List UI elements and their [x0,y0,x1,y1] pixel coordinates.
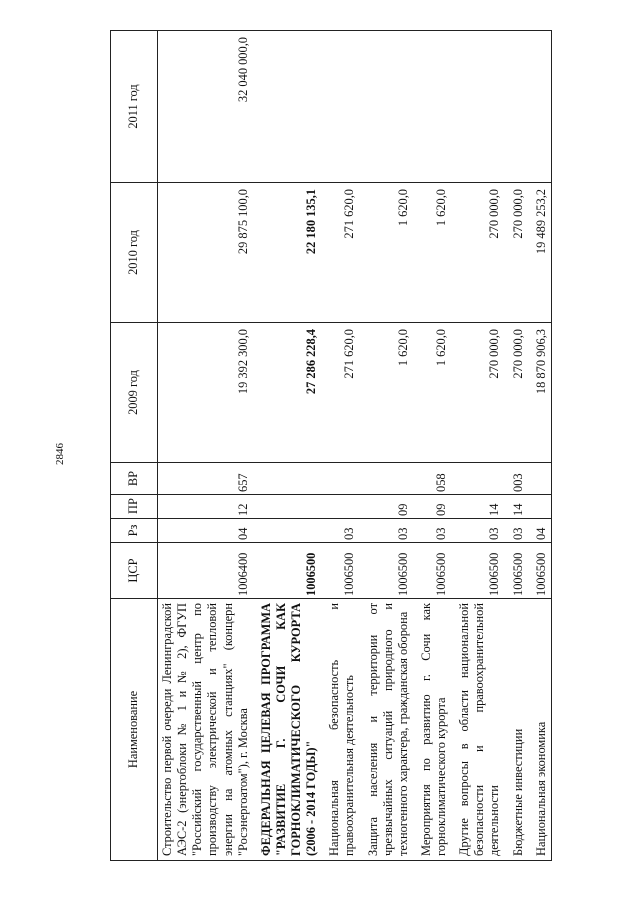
row-pr: 14 [451,495,504,519]
header-2010: 2010 год [111,183,158,323]
row-2009: 1 620,0 [360,323,413,463]
row-2009: 18 870 906,3 [528,323,552,463]
header-name: Наименование [111,599,158,861]
table-row [451,31,504,861]
row-2011 [413,31,451,183]
header-2011: 2011 год [111,31,158,183]
table-row [158,31,253,861]
row-2009: 19 392 300,0 [158,323,253,463]
row-csr: 1006500 [505,543,528,599]
row-vr: 657 [158,463,253,495]
row-rz: 04 [158,519,253,543]
header-csr: ЦСР [111,543,158,599]
row-2009: 27 286 228,4 [253,323,322,463]
row-csr: 1006400 [158,543,253,599]
row-vr [451,463,504,495]
table-row [253,31,322,861]
row-rz: 03 [321,519,359,543]
row-2009: 271 620,0 [321,323,359,463]
table-header-row [111,31,158,861]
row-name: Национальная экономика [528,599,552,861]
row-2009: 1 620,0 [413,323,451,463]
budget-table [110,30,552,861]
table-row [413,31,451,861]
row-vr [360,463,413,495]
row-rz [253,519,322,543]
row-pr: 09 [413,495,451,519]
table-row [360,31,413,861]
row-csr: 1006500 [360,543,413,599]
row-2011 [505,31,528,183]
row-name: Национальная безопасность и правоохранительная деятельность [321,599,359,861]
row-vr: 003 [505,463,528,495]
row-csr: 1006500 [451,543,504,599]
row-pr: 12 [158,495,253,519]
row-name: Мероприятия по развитию г. Сочи как горноклиматического курорта [413,599,451,861]
row-2010: 1 620,0 [413,183,451,323]
row-2011 [528,31,552,183]
row-2011 [360,31,413,183]
row-pr [253,495,322,519]
row-2011 [451,31,504,183]
row-rz: 03 [505,519,528,543]
table-row [321,31,359,861]
table-row [505,31,528,861]
row-2010: 270 000,0 [451,183,504,323]
row-vr [321,463,359,495]
row-2011: 32 040 000,0 [158,31,253,183]
row-name: Другие вопросы в области национальной безопасности и правоохранительной деятельности [451,599,504,861]
row-2009: 270 000,0 [451,323,504,463]
row-2009: 270 000,0 [505,323,528,463]
row-csr: 1006500 [253,543,322,599]
header-2009: 2009 год [111,323,158,463]
row-rz: 03 [413,519,451,543]
row-2011 [253,31,322,183]
row-csr: 1006500 [528,543,552,599]
header-pr: ПР [111,495,158,519]
row-rz: 04 [528,519,552,543]
row-name: ФЕДЕРАЛЬНАЯ ЦЕЛЕВАЯ ПРОГРАММА "РАЗВИТИЕ Г. СОЧИ КАК ГОРНОКЛИМАТИЧЕСКОГО КУРОРТА (2006 - 2014 ГОДЫ)" [253,599,322,861]
row-2010: 19 489 253,2 [528,183,552,323]
row-vr [253,463,322,495]
row-name: Бюджетные инвестиции [505,599,528,861]
row-csr: 1006500 [321,543,359,599]
row-name: Строительство первой очереди Ленинградской АЭС-2 (энергоблоки № 1 и № 2), ФГУП "Российский государственный центр по производству электрической и тепловой энергии на атомных станциях" (концерн "Росэнергоатом"), г. Москва [158,599,253,861]
row-2010: 271 620,0 [321,183,359,323]
row-pr [321,495,359,519]
row-vr [528,463,552,495]
row-rz: 03 [451,519,504,543]
row-vr: 058 [413,463,451,495]
row-2010: 22 180 135,1 [253,183,322,323]
row-pr: 09 [360,495,413,519]
header-rz: Рз [111,519,158,543]
row-2011 [321,31,359,183]
row-2010: 29 875 100,0 [158,183,253,323]
header-vr: ВР [111,463,158,495]
row-pr: 14 [505,495,528,519]
row-2010: 1 620,0 [360,183,413,323]
row-csr: 1006500 [413,543,451,599]
row-rz: 03 [360,519,413,543]
page-number: 2846 [54,443,66,465]
table-row [528,31,552,861]
row-2010: 270 000,0 [505,183,528,323]
row-name: Защита населения и территории от чрезвычайных ситуаций природного и техногенного характера, гражданская оборона [360,599,413,861]
row-pr [528,495,552,519]
rotated-table-sheet [110,31,585,861]
